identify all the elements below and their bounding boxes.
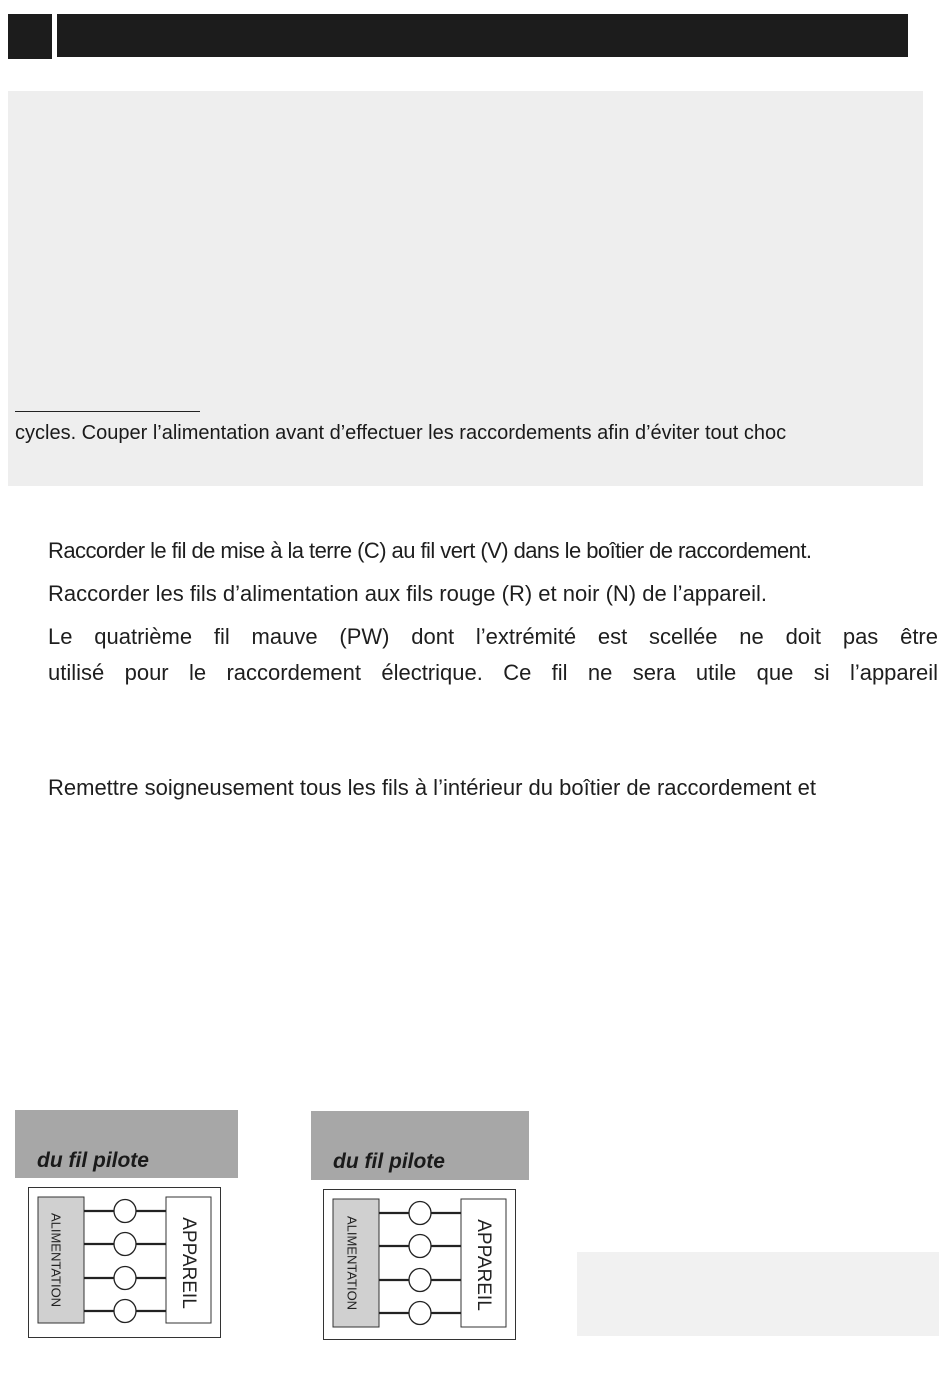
warning-rule xyxy=(15,411,200,412)
connector xyxy=(409,1235,431,1258)
side-note-box xyxy=(577,1252,939,1336)
connector xyxy=(114,1200,136,1223)
step-pilot-wire-line2: utilisé pour le raccordement électrique. Ce fil ne sera utile que si l’appareil xyxy=(48,660,938,685)
wiring-diagram xyxy=(28,1187,222,1339)
connector xyxy=(114,1300,136,1323)
diagram-caption: du fil pilote xyxy=(37,1149,149,1172)
connector xyxy=(114,1267,136,1290)
device-label: APPAREIL xyxy=(472,1219,494,1311)
warning-text: cycles. Couper l’alimentation avant d’effectuer les raccordements afin d’éviter tout choc xyxy=(15,422,787,444)
step-ground-wire: Raccorder le fil de mise à la terre (C) au fil vert (V) dans le boîtier de raccordement. xyxy=(48,538,812,563)
device-label: APPAREIL xyxy=(177,1217,199,1309)
connector xyxy=(409,1302,431,1325)
header-square xyxy=(8,14,52,59)
power-label: ALIMENTATION xyxy=(344,1215,360,1311)
connector xyxy=(409,1269,431,1292)
power-label: ALIMENTATION xyxy=(48,1212,64,1308)
connector xyxy=(114,1233,136,1256)
step-tuck-wires: Remettre soigneusement tous les fils à l’intérieur du boîtier de raccordement et xyxy=(48,775,816,800)
diagram-caption: du fil pilote xyxy=(333,1150,445,1173)
connector xyxy=(409,1202,431,1225)
step-power-wires: Raccorder les fils d’alimentation aux fils rouge (R) et noir (N) de l’appareil. xyxy=(48,581,767,606)
step-pilot-wire-line1: Le quatrième fil mauve (PW) dont l’extrémité est scellée ne doit pas être xyxy=(48,624,938,649)
header-bar xyxy=(57,14,908,57)
wiring-diagram xyxy=(323,1189,517,1341)
